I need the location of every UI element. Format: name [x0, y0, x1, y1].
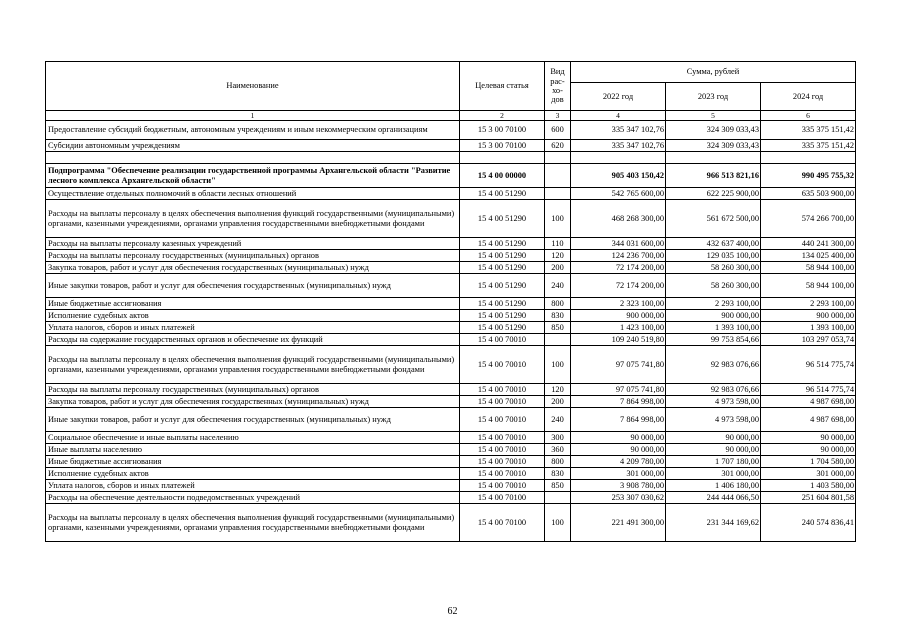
row-name: Иные выплаты населению: [46, 444, 460, 456]
column-number-1: 1: [46, 111, 460, 121]
row-target-article: 15 4 00 51290: [460, 238, 545, 250]
row-target-article: 15 4 00 70010: [460, 444, 545, 456]
row-sum-2022: 4 209 780,00: [571, 456, 666, 468]
row-sum-2023: 1 393 100,00: [666, 322, 761, 334]
row-name: Уплата налогов, сборов и иных платежей: [46, 322, 460, 334]
row-expense-type: 850: [545, 480, 571, 492]
row-sum-2022: 468 268 300,00: [571, 200, 666, 238]
row-sum-2022: 253 307 030,62: [571, 492, 666, 504]
row-name: Осуществление отдельных полномочий в области лесных отношений: [46, 188, 460, 200]
row-name: Расходы на выплаты персоналу в целях обеспечения выполнения функций государственными (муниципальными) органами, казенными учреждениями, органами управления государственными внебюджетными фондами: [46, 504, 460, 542]
row-sum-2024: 4 987 698,00: [761, 396, 856, 408]
row-target-article: 15 4 00 51290: [460, 274, 545, 298]
row-sum-2023: [666, 152, 761, 164]
row-name: Иные закупки товаров, работ и услуг для обеспечения государственных (муниципальных) нужд: [46, 408, 460, 432]
row-expense-type: [545, 188, 571, 200]
row-expense-type: 100: [545, 200, 571, 238]
row-sum-2024: 90 000,00: [761, 444, 856, 456]
row-sum-2024: 1 393 100,00: [761, 322, 856, 334]
row-target-article: 15 4 00 70010: [460, 408, 545, 432]
row-sum-2024: 335 375 151,42: [761, 140, 856, 152]
row-sum-2024: 2 293 100,00: [761, 298, 856, 310]
header-year-2022: 2022 год: [571, 83, 666, 111]
table-row: [46, 384, 856, 396]
table-row: [46, 121, 856, 140]
row-sum-2024: 96 514 775,74: [761, 384, 856, 396]
row-sum-2022: 7 864 998,00: [571, 408, 666, 432]
row-sum-2024: 335 375 151,42: [761, 121, 856, 140]
row-expense-type: 830: [545, 310, 571, 322]
table-row: [46, 456, 856, 468]
row-name: Расходы на выплаты персоналу в целях обеспечения выполнения функций государственными (муниципальными) органами, казенными учреждениями, органами управления государственными внебюджетными фондами: [46, 346, 460, 384]
table-row: [46, 408, 856, 432]
row-sum-2023: 58 260 300,00: [666, 262, 761, 274]
table-row: [46, 238, 856, 250]
row-expense-type: 200: [545, 396, 571, 408]
row-sum-2024: 574 266 700,00: [761, 200, 856, 238]
row-sum-2023: 2 293 100,00: [666, 298, 761, 310]
header-sum: Сумма, рублей: [571, 62, 856, 83]
table-row: [46, 492, 856, 504]
row-name: [46, 152, 460, 164]
table-row: [46, 346, 856, 384]
table-row: [46, 432, 856, 444]
table-row: [46, 334, 856, 346]
table-row: [46, 480, 856, 492]
row-sum-2022: 72 174 200,00: [571, 262, 666, 274]
row-target-article: 15 4 00 70010: [460, 456, 545, 468]
row-sum-2024: 4 987 698,00: [761, 408, 856, 432]
row-expense-type: [545, 164, 571, 188]
row-sum-2024: 440 241 300,00: [761, 238, 856, 250]
row-target-article: 15 4 00 70010: [460, 396, 545, 408]
row-expense-type: 360: [545, 444, 571, 456]
row-expense-type: 600: [545, 121, 571, 140]
row-name: Расходы на содержание государственных органов и обеспечение их функций: [46, 334, 460, 346]
row-target-article: 15 4 00 70010: [460, 334, 545, 346]
row-target-article: 15 4 00 51290: [460, 200, 545, 238]
row-expense-type: 850: [545, 322, 571, 334]
row-name: Исполнение судебных актов: [46, 468, 460, 480]
table-row: [46, 188, 856, 200]
row-sum-2023: 90 000,00: [666, 444, 761, 456]
row-sum-2022: 335 347 102,76: [571, 140, 666, 152]
row-sum-2023: 90 000,00: [666, 432, 761, 444]
row-sum-2022: [571, 152, 666, 164]
row-expense-type: [545, 152, 571, 164]
row-name: Предоставление субсидий бюджетным, автономным учреждениям и иным некоммерческим организациям: [46, 121, 460, 140]
row-sum-2023: 432 637 400,00: [666, 238, 761, 250]
page-number: 62: [447, 606, 458, 617]
column-number-4: 4: [571, 111, 666, 121]
column-number-6: 6: [761, 111, 856, 121]
row-sum-2023: 231 344 169,62: [666, 504, 761, 542]
row-expense-type: 800: [545, 456, 571, 468]
row-name: Закупка товаров, работ и услуг для обеспечения государственных (муниципальных) нужд: [46, 396, 460, 408]
row-sum-2024: 96 514 775,74: [761, 346, 856, 384]
row-name: Расходы на выплаты персоналу казенных учреждений: [46, 238, 460, 250]
row-sum-2024: 1 403 580,00: [761, 480, 856, 492]
table-row: [46, 396, 856, 408]
row-sum-2024: [761, 152, 856, 164]
row-sum-2022: 90 000,00: [571, 432, 666, 444]
table-row: [46, 310, 856, 322]
header-target-article: Целевая статья: [460, 62, 545, 111]
header-year-2023: 2023 год: [666, 83, 761, 111]
row-target-article: 15 4 00 70010: [460, 432, 545, 444]
row-name: Уплата налогов, сборов и иных платежей: [46, 480, 460, 492]
row-target-article: 15 4 00 70010: [460, 480, 545, 492]
row-sum-2022: 109 240 519,80: [571, 334, 666, 346]
row-name: Иные бюджетные ассигнования: [46, 456, 460, 468]
row-expense-type: 240: [545, 274, 571, 298]
row-sum-2024: 240 574 836,41: [761, 504, 856, 542]
row-sum-2022: 1 423 100,00: [571, 322, 666, 334]
row-name: Социальное обеспечение и иные выплаты населению: [46, 432, 460, 444]
row-sum-2023: 1 406 180,00: [666, 480, 761, 492]
row-sum-2023: 58 260 300,00: [666, 274, 761, 298]
table-row: [46, 152, 856, 164]
row-expense-type: 120: [545, 250, 571, 262]
row-target-article: 15 4 00 51290: [460, 250, 545, 262]
row-sum-2022: 72 174 200,00: [571, 274, 666, 298]
row-target-article: 15 4 00 51290: [460, 188, 545, 200]
row-sum-2022: 97 075 741,80: [571, 346, 666, 384]
column-number-5: 5: [666, 111, 761, 121]
row-expense-type: 100: [545, 346, 571, 384]
row-sum-2022: 221 491 300,00: [571, 504, 666, 542]
column-number-3: 3: [545, 111, 571, 121]
row-sum-2022: 905 403 150,42: [571, 164, 666, 188]
table-row: [46, 444, 856, 456]
row-sum-2024: 301 000,00: [761, 468, 856, 480]
table-row: [46, 140, 856, 152]
row-sum-2024: 58 944 100,00: [761, 262, 856, 274]
row-name: Иные закупки товаров, работ и услуг для обеспечения государственных (муниципальных) нужд: [46, 274, 460, 298]
row-target-article: 15 4 00 70100: [460, 492, 545, 504]
row-target-article: [460, 152, 545, 164]
row-sum-2024: 58 944 100,00: [761, 274, 856, 298]
row-sum-2023: 301 000,00: [666, 468, 761, 480]
row-name: Расходы на выплаты персоналу государственных (муниципальных) органов: [46, 384, 460, 396]
row-sum-2023: 4 973 598,00: [666, 396, 761, 408]
row-name: Субсидии автономным учреждениям: [46, 140, 460, 152]
row-sum-2024: 635 503 900,00: [761, 188, 856, 200]
row-target-article: 15 3 00 70100: [460, 140, 545, 152]
row-target-article: 15 4 00 70010: [460, 384, 545, 396]
column-number-2: 2: [460, 111, 545, 121]
row-target-article: 15 4 00 51290: [460, 322, 545, 334]
row-expense-type: 300: [545, 432, 571, 444]
table-row: [46, 298, 856, 310]
row-sum-2023: 92 983 076,66: [666, 384, 761, 396]
row-target-article: 15 4 00 70100: [460, 504, 545, 542]
row-name: Расходы на обеспечение деятельности подведомственных учреждений: [46, 492, 460, 504]
table-row: [46, 164, 856, 188]
table-row: [46, 504, 856, 542]
row-sum-2023: 900 000,00: [666, 310, 761, 322]
table-row: [46, 322, 856, 334]
table-row: [46, 250, 856, 262]
row-sum-2022: 900 000,00: [571, 310, 666, 322]
row-expense-type: 240: [545, 408, 571, 432]
row-sum-2023: 966 513 821,16: [666, 164, 761, 188]
budget-table: [45, 61, 856, 542]
row-target-article: 15 4 00 51290: [460, 262, 545, 274]
row-target-article: 15 4 00 70010: [460, 346, 545, 384]
table-row: [46, 274, 856, 298]
row-sum-2022: 124 236 700,00: [571, 250, 666, 262]
row-expense-type: [545, 334, 571, 346]
header-name: Наименование: [46, 62, 460, 111]
row-target-article: 15 4 00 70010: [460, 468, 545, 480]
row-sum-2022: 2 323 100,00: [571, 298, 666, 310]
row-sum-2023: 4 973 598,00: [666, 408, 761, 432]
row-sum-2022: 301 000,00: [571, 468, 666, 480]
row-sum-2023: 561 672 500,00: [666, 200, 761, 238]
row-expense-type: [545, 492, 571, 504]
row-target-article: 15 4 00 51290: [460, 298, 545, 310]
row-expense-type: 800: [545, 298, 571, 310]
row-sum-2023: 324 309 033,43: [666, 121, 761, 140]
row-name: Расходы на выплаты персоналу государственных (муниципальных) органов: [46, 250, 460, 262]
row-sum-2024: 103 297 053,74: [761, 334, 856, 346]
row-expense-type: 200: [545, 262, 571, 274]
row-sum-2023: 324 309 033,43: [666, 140, 761, 152]
row-sum-2023: 129 035 100,00: [666, 250, 761, 262]
row-expense-type: 830: [545, 468, 571, 480]
row-sum-2024: 90 000,00: [761, 432, 856, 444]
row-expense-type: 110: [545, 238, 571, 250]
row-name: Исполнение судебных актов: [46, 310, 460, 322]
row-sum-2022: 344 031 600,00: [571, 238, 666, 250]
row-sum-2023: 99 753 854,66: [666, 334, 761, 346]
row-sum-2023: 622 225 900,00: [666, 188, 761, 200]
row-name: Иные бюджетные ассигнования: [46, 298, 460, 310]
row-name: Подпрограмма "Обеспечение реализации государственной программы Архангельской области "Развитие лесного комплекса Архангельской области": [46, 164, 460, 188]
table-row: [46, 200, 856, 238]
row-expense-type: 100: [545, 504, 571, 542]
row-target-article: 15 3 00 70100: [460, 121, 545, 140]
row-sum-2024: 1 704 580,00: [761, 456, 856, 468]
row-name: Закупка товаров, работ и услуг для обеспечения государственных (муниципальных) нужд: [46, 262, 460, 274]
row-sum-2022: 542 765 600,00: [571, 188, 666, 200]
row-sum-2023: 244 444 066,50: [666, 492, 761, 504]
row-expense-type: 620: [545, 140, 571, 152]
row-sum-2022: 97 075 741,80: [571, 384, 666, 396]
row-expense-type: 120: [545, 384, 571, 396]
row-sum-2024: 251 604 801,58: [761, 492, 856, 504]
header-expense-type: Вид рас-хо-дов: [545, 62, 571, 111]
row-sum-2022: 335 347 102,76: [571, 121, 666, 140]
table-body: [46, 121, 856, 542]
row-sum-2022: 7 864 998,00: [571, 396, 666, 408]
row-sum-2022: 3 908 780,00: [571, 480, 666, 492]
row-name: Расходы на выплаты персоналу в целях обеспечения выполнения функций государственными (муниципальными) органами, казенными учреждениями, органами управления государственными внебюджетными фондами: [46, 200, 460, 238]
table-row: [46, 468, 856, 480]
table-row: [46, 262, 856, 274]
row-sum-2024: 134 025 400,00: [761, 250, 856, 262]
row-sum-2022: 90 000,00: [571, 444, 666, 456]
row-target-article: 15 4 00 00000: [460, 164, 545, 188]
row-sum-2024: 900 000,00: [761, 310, 856, 322]
row-sum-2023: 92 983 076,66: [666, 346, 761, 384]
header-year-2024: 2024 год: [761, 83, 856, 111]
row-sum-2023: 1 707 180,00: [666, 456, 761, 468]
row-target-article: 15 4 00 51290: [460, 310, 545, 322]
row-sum-2024: 990 495 755,32: [761, 164, 856, 188]
